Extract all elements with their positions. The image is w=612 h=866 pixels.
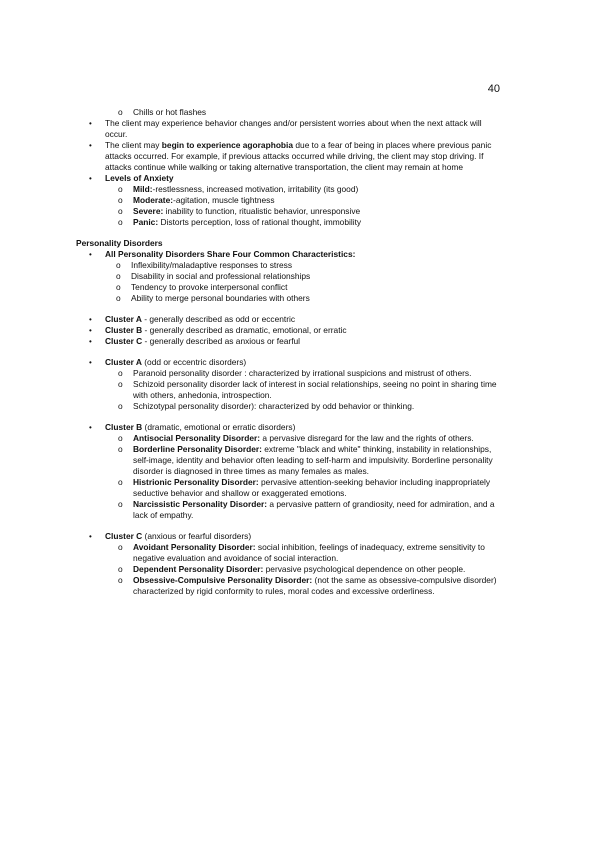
list-item-cluster-c — [76, 531, 506, 542]
list-item-common-title — [76, 249, 506, 260]
list-item-levels-title — [76, 173, 506, 184]
list-item-text: Disability in social and professional relationships — [131, 271, 311, 281]
level-term: Severe: — [133, 206, 164, 216]
disorder-text: pervasive attention-seeking behavior including inappropriately seductive behavior and shallow or exaggerated emotions. — [133, 477, 491, 498]
list-item-cluster-b — [76, 422, 506, 433]
level-text: Distorts perception, loss of rational thought, immobility — [158, 217, 362, 227]
cluster-term: Cluster C — [105, 531, 143, 541]
list-item-emphasis: begin to experience agoraphobia — [161, 140, 294, 150]
cluster-text: (dramatic, emotional or erratic disorders) — [142, 422, 296, 432]
list-item-disorder — [76, 564, 506, 575]
level-text: -restlessness, increased motivation, irritability (its good) — [152, 184, 359, 194]
list-item-text: Tendency to provoke interpersonal conflict — [131, 282, 288, 292]
level-term: Moderate: — [133, 195, 174, 205]
bullet-marker: • — [89, 337, 92, 346]
list-item-common — [76, 282, 506, 293]
disorder-term: Narcissistic Personality Disorder: — [133, 499, 268, 509]
list-item-text: The client may experience behavior changes and/or persistent worries about when the next attack will occur. — [105, 118, 482, 139]
list-item-behavior — [76, 118, 506, 140]
sub-bullet-marker: o — [116, 260, 121, 270]
sub-bullet-marker: o — [116, 293, 121, 303]
sub-bullet-marker: o — [118, 368, 123, 378]
bullet-marker: • — [89, 119, 92, 128]
list-item-cluster-summary — [76, 325, 506, 336]
list-item-text: Ability to merge personal boundaries with others — [131, 293, 310, 303]
sub-bullet-marker: o — [116, 282, 121, 292]
sub-bullet-marker: o — [118, 401, 123, 411]
section-heading: Personality Disorders — [76, 238, 163, 248]
list-item-text: The client may — [105, 140, 162, 150]
list-item-cluster-a — [76, 357, 506, 368]
sub-bullet-marker: o — [118, 379, 123, 389]
list-item-disorder — [76, 368, 506, 379]
list-item-text: Chills or hot flashes — [133, 107, 207, 117]
disorder-text: a pervasive pattern of grandiosity, need for admiration, and a lack of empathy. — [133, 499, 495, 520]
cluster-term: Cluster A — [105, 314, 142, 324]
bullet-marker: • — [89, 174, 92, 183]
page-number: 40 — [487, 83, 500, 95]
list-item-disorder — [76, 444, 506, 477]
cluster-term: Cluster B — [105, 325, 143, 335]
document-body — [76, 107, 506, 597]
list-item-text: Schizotypal personality disorder): characterized by odd behavior or thinking. — [133, 401, 415, 411]
cluster-text: - generally described as dramatic, emotional, or erratic — [142, 325, 347, 335]
list-item-level — [76, 195, 506, 206]
list-item-text: Inflexibility/maladaptive responses to stress — [131, 260, 293, 270]
list-item-text: Paranoid personality disorder : characterized by irrational suspicions and mistrust of others. — [133, 368, 472, 378]
disorder-term: Antisocial Personality Disorder: — [133, 433, 261, 443]
disorder-text: a pervasive disregard for the law and the rights of others. — [260, 433, 474, 443]
list-item-cluster-summary — [76, 336, 506, 347]
bullet-marker: • — [89, 326, 92, 335]
disorder-text: pervasive psychological dependence on other people. — [263, 564, 466, 574]
bullet-marker: • — [89, 532, 92, 541]
cluster-term: Cluster C — [105, 336, 143, 346]
sub-bullet-marker: o — [118, 542, 123, 552]
list-item-disorder — [76, 477, 506, 499]
list-item-chills — [76, 107, 506, 118]
list-item-common — [76, 271, 506, 282]
disorder-term: Borderline Personality Disorder: — [133, 444, 262, 454]
bullet-marker: • — [89, 141, 92, 150]
list-item-disorder — [76, 575, 506, 597]
bullet-marker: • — [89, 315, 92, 324]
list-item-heading: All Personality Disorders Share Four Common Characteristics: — [105, 249, 356, 259]
cluster-text: (odd or eccentric disorders) — [141, 357, 247, 367]
cluster-term: Cluster A — [105, 357, 142, 367]
list-item-common — [76, 260, 506, 271]
bullet-marker: • — [89, 250, 92, 259]
disorder-term: Histrionic Personality Disorder: — [133, 477, 259, 487]
list-item-level — [76, 206, 506, 217]
list-item-disorder — [76, 401, 506, 412]
cluster-text: - generally described as anxious or fearful — [142, 336, 301, 346]
sub-bullet-marker: o — [118, 444, 123, 454]
list-item-level — [76, 184, 506, 195]
list-item-disorder — [76, 433, 506, 444]
level-text: -agitation, muscle tightness — [173, 195, 275, 205]
sub-bullet-marker: o — [118, 195, 123, 205]
sub-bullet-marker: o — [118, 206, 123, 216]
sub-bullet-marker: o — [118, 575, 123, 585]
list-item-common — [76, 293, 506, 304]
list-item-disorder — [76, 542, 506, 564]
level-text: inability to function, ritualistic behavior, unresponsive — [163, 206, 361, 216]
disorder-term: Avoidant Personality Disorder: — [133, 542, 256, 552]
list-item-agoraphobia — [76, 140, 506, 173]
list-item-level — [76, 217, 506, 228]
disorder-text: extreme "black and white" thinking, instability in relationships, self-image, identity and behavior often leading to self-harm and impulsivity. Borderline personality disorder is diagnosed in three times as many females as males. — [133, 444, 493, 476]
list-item-disorder — [76, 379, 506, 401]
sub-bullet-marker: o — [116, 271, 121, 281]
list-item-cluster-summary — [76, 314, 506, 325]
list-item-text: Schizoid personality disorder lack of interest in social relationships, seeing no point in sharing time with others, anhedonia, introspection. — [133, 379, 497, 400]
cluster-term: Cluster B — [105, 422, 143, 432]
bullet-marker: • — [89, 423, 92, 432]
list-item-disorder — [76, 499, 506, 521]
sub-bullet-marker: o — [118, 433, 123, 443]
list-item-heading: Levels of Anxiety — [105, 173, 174, 183]
disorder-term: Dependent Personality Disorder: — [133, 564, 264, 574]
disorder-text: (not the same as obsessive-compulsive disorder) characterized by rigid conformity to rules, moral codes and excessive orderliness. — [133, 575, 497, 596]
sub-bullet-marker: o — [118, 217, 123, 227]
list-item-text: due to a fear of being in places where previous panic attacks occurred. For example, if previous attacks occurred while driving, the client may stop driving. If attacks continue while walking or taking alternative transportation, the client may remain at home — [105, 140, 492, 172]
sub-bullet-marker: o — [118, 499, 123, 509]
sub-bullet-marker: o — [118, 107, 123, 117]
sub-bullet-marker: o — [118, 477, 123, 487]
sub-bullet-marker: o — [118, 184, 123, 194]
cluster-text: (anxious or fearful disorders) — [142, 531, 252, 541]
cluster-text: - generally described as odd or eccentric — [141, 314, 296, 324]
disorder-term: Obsessive-Compulsive Personality Disorder: — [133, 575, 313, 585]
level-term: Panic: — [133, 217, 159, 227]
sub-bullet-marker: o — [118, 564, 123, 574]
bullet-marker: • — [89, 358, 92, 367]
disorder-text: social inhibition, feelings of inadequacy, extreme sensitivity to negative evaluation and avoidance of social interaction. — [133, 542, 485, 563]
level-term: Mild: — [133, 184, 153, 194]
